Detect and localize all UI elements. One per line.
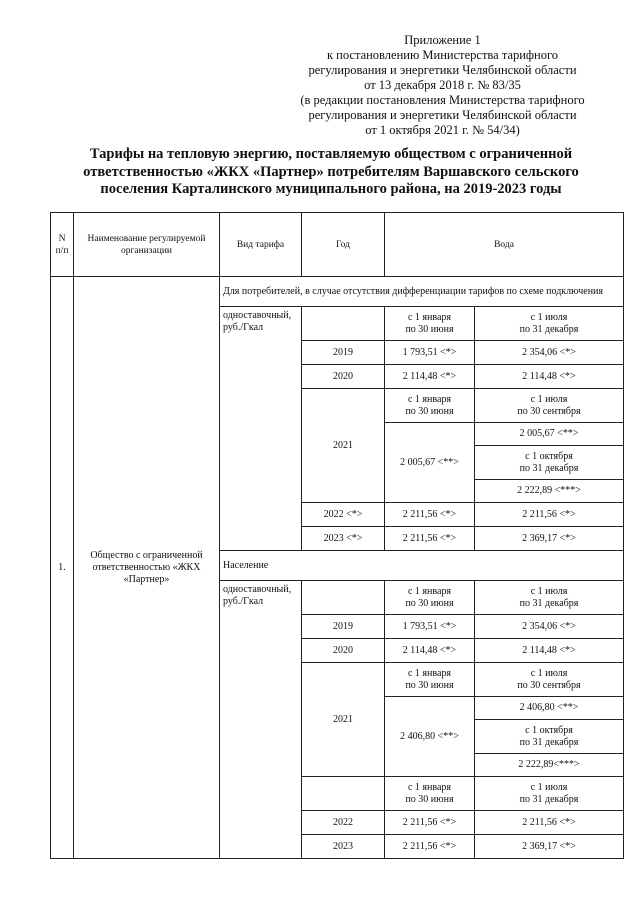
value-cell: 2 114,48 <*> xyxy=(475,639,624,663)
tariff-type xyxy=(220,307,302,551)
value-cell: 1 793,51 <*> xyxy=(385,341,475,365)
appendix-line: регулирования и энергетики Челябинской области xyxy=(308,63,577,77)
cell-text-line: с 1 июля xyxy=(530,667,568,679)
period-header xyxy=(385,307,475,341)
cell-text-line: с 1 июля xyxy=(530,311,568,323)
header-row xyxy=(51,213,624,277)
table-row xyxy=(51,277,624,307)
appendix-line: (в редакции постановления Министерства тарифного xyxy=(300,93,585,107)
cell-text-line: руб./Гкал xyxy=(223,322,264,333)
year-cell: 2020 xyxy=(302,365,385,389)
section-heading: Население xyxy=(220,551,624,581)
year-cell: 2022 <*> xyxy=(302,503,385,527)
appendix-line: регулирования и энергетики Челябинской области xyxy=(308,108,577,122)
header-number xyxy=(51,213,74,277)
value-cell: 2 406,80 <**> xyxy=(475,697,624,720)
tariff-type xyxy=(220,581,302,859)
title-line: поселения Карталинского муниципального района, на 2019-2023 годы xyxy=(100,181,562,197)
period-header xyxy=(385,581,475,615)
value-cell: 2 211,56 <*> xyxy=(385,811,475,835)
value-cell: 2 354,06 <*> xyxy=(475,615,624,639)
title-line: ответственностью «ЖКХ «Партнер» потребителям Варшавского сельского xyxy=(83,163,579,180)
cell-text-line: по 30 июня xyxy=(405,679,454,691)
year-cell xyxy=(302,581,385,615)
header-text: организации xyxy=(120,245,172,256)
period-header xyxy=(385,777,475,811)
cell-text-line: по 30 июня xyxy=(405,793,454,805)
tariff-table xyxy=(50,212,624,859)
period-header xyxy=(475,307,624,341)
header-text: Наименование регулируемой xyxy=(87,233,206,244)
value-cell: 2 114,48 <*> xyxy=(385,365,475,389)
cell-text-line: по 30 июня xyxy=(405,323,454,335)
cell-text-line: «Партнер» xyxy=(123,573,170,585)
row-number: 1. xyxy=(51,277,74,859)
value-cell: 2 406,80 <**> xyxy=(385,697,475,777)
period-header xyxy=(475,389,624,423)
value-cell: 2 211,56 <*> xyxy=(385,835,475,859)
year-cell: 2021 xyxy=(302,663,385,777)
cell-text-line: по 30 июня xyxy=(405,597,454,609)
cell-text-line: руб./Гкал xyxy=(223,596,264,607)
year-cell: 2023 <*> xyxy=(302,527,385,551)
value-cell: 2 211,56 <*> xyxy=(385,503,475,527)
header-text: N xyxy=(58,233,66,244)
year-cell: 2019 xyxy=(302,341,385,365)
period-header xyxy=(385,389,475,423)
cell-text-line: по 30 сентября xyxy=(517,405,581,417)
cell-text-line: Общество с ограниченной xyxy=(90,549,203,561)
cell-text-line: с 1 октября xyxy=(525,450,573,462)
header-organization xyxy=(74,213,220,277)
year-cell: 2023 xyxy=(302,835,385,859)
cell-text-line: по 31 декабря xyxy=(519,736,579,748)
header-water: Вода xyxy=(385,213,624,277)
appendix-line: от 13 декабря 2018 г. № 83/35 xyxy=(364,78,521,92)
cell-text-line: одноставочный, xyxy=(223,310,292,321)
year-cell: 2020 xyxy=(302,639,385,663)
year-cell: 2019 xyxy=(302,615,385,639)
value-cell: 2 369,17 <*> xyxy=(475,835,624,859)
year-cell: 2022 xyxy=(302,811,385,835)
value-cell: 1 793,51 <*> xyxy=(385,615,475,639)
period-header xyxy=(475,446,624,480)
value-cell: 2 222,89<***> xyxy=(475,754,624,777)
cell-text-line: по 31 декабря xyxy=(519,323,579,335)
period-header xyxy=(475,663,624,697)
period-header xyxy=(385,663,475,697)
value-cell: 2 114,48 <*> xyxy=(475,365,624,389)
value-cell: 2 211,56 <*> xyxy=(385,527,475,551)
cell-text-line: с 1 января xyxy=(407,393,452,405)
value-cell: 2 354,06 <*> xyxy=(475,341,624,365)
title-line: Тарифы на тепловую энергию, поставляемую обществом с ограниченной xyxy=(89,146,573,162)
cell-text-line: по 31 декабря xyxy=(519,462,579,474)
header-tariff-type: Вид тарифа xyxy=(220,213,302,277)
value-cell: 2 211,56 <*> xyxy=(475,503,624,527)
year-cell xyxy=(302,777,385,811)
header-text: п/п xyxy=(55,245,69,256)
year-cell xyxy=(302,307,385,341)
year-cell: 2021 xyxy=(302,389,385,503)
cell-text-line: с 1 июля xyxy=(530,585,568,597)
value-cell: 2 114,48 <*> xyxy=(385,639,475,663)
document-title xyxy=(40,146,622,199)
cell-text-line: с 1 января xyxy=(407,311,452,323)
appendix-line: от 1 октября 2021 г. № 54/34) xyxy=(365,123,520,137)
value-cell: 2 211,56 <*> xyxy=(475,811,624,835)
cell-text-line: с 1 июля xyxy=(530,393,568,405)
section-heading: Для потребителей, в случае отсутствия дифференциации тарифов по схеме подключения xyxy=(220,277,624,307)
cell-text-line: с 1 января xyxy=(407,667,452,679)
cell-text-line: по 30 июня xyxy=(405,405,454,417)
value-cell: 2 222,89 <***> xyxy=(475,480,624,503)
cell-text-line: ответственностью «ЖКХ xyxy=(92,561,201,573)
period-header xyxy=(475,720,624,754)
cell-text-line: с 1 января xyxy=(407,585,452,597)
appendix-line: Приложение 1 xyxy=(404,33,481,47)
cell-text-line: по 31 декабря xyxy=(519,793,579,805)
header-year: Год xyxy=(302,213,385,277)
cell-text-line: с 1 января xyxy=(407,781,452,793)
period-header xyxy=(475,777,624,811)
period-header xyxy=(475,581,624,615)
cell-text-line: с 1 июля xyxy=(530,781,568,793)
appendix-reference xyxy=(270,33,615,138)
value-cell: 2 005,67 <**> xyxy=(385,423,475,503)
value-cell: 2 005,67 <**> xyxy=(475,423,624,446)
appendix-line: к постановлению Министерства тарифного xyxy=(326,48,559,62)
cell-text-line: одноставочный, xyxy=(223,584,292,595)
cell-text-line: с 1 октября xyxy=(525,724,573,736)
cell-text-line: по 31 декабря xyxy=(519,597,579,609)
value-cell: 2 369,17 <*> xyxy=(475,527,624,551)
organization-name xyxy=(74,277,220,859)
cell-text-line: по 30 сентября xyxy=(517,679,581,691)
